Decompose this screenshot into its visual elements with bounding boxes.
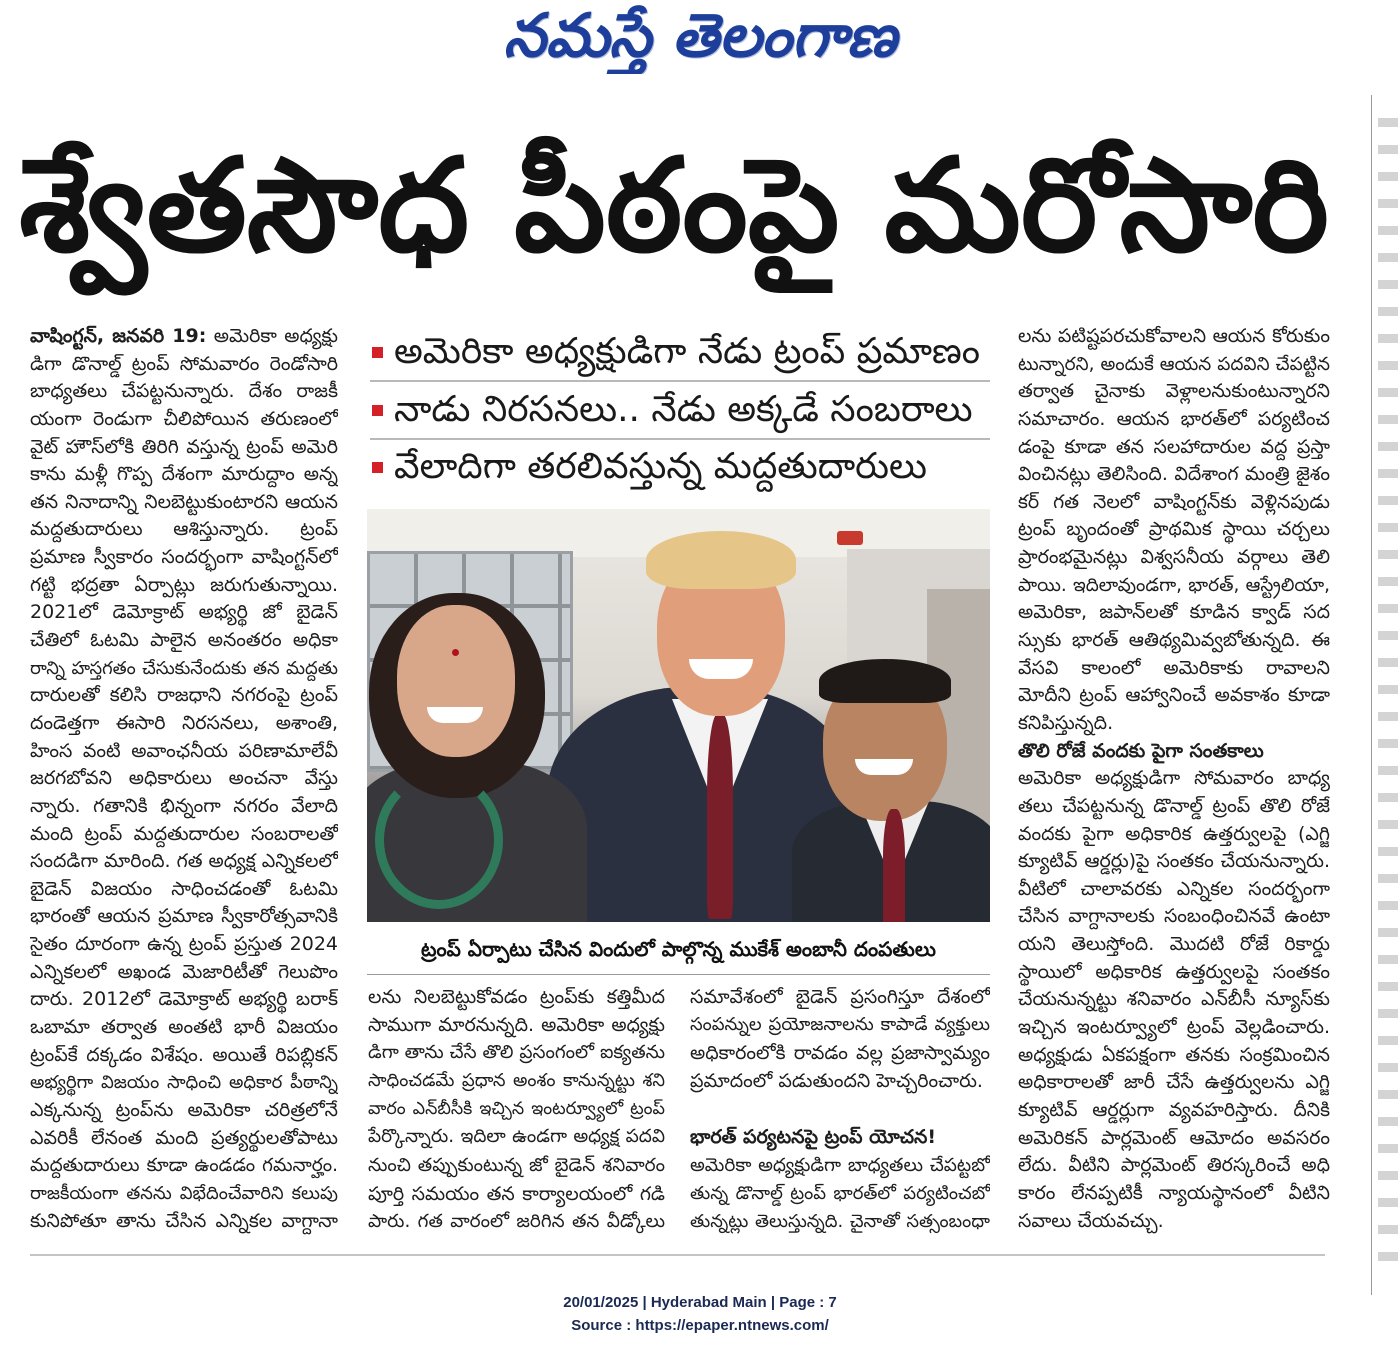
photo-center-person-smile [689, 659, 753, 679]
text-line: లేదు. వీటిని పార్లమెంట్ తిరస్కరించే అధి [1018, 1154, 1330, 1177]
highlight-item [370, 327, 990, 377]
text-line: తర్వాత చైనాకు వెళ్లాలనుకుంటున్నారని [1018, 380, 1330, 403]
text-line: సమాచారం. ఆయన భారత్‌లో పర్యటించ [1018, 407, 1330, 430]
divider [367, 974, 990, 975]
photo-right-person-tie [883, 809, 905, 922]
text-line: దండెత్తగా ఈసారి నిరసనలు, అశాంతి, [30, 711, 338, 734]
masthead-title: నమస్తే తెలంగాణ [503, 1, 897, 71]
paragraph-gap [690, 1095, 990, 1123]
text-line: ట్రంప్‌కే దక్కడం విశేషం. అయితే రిపబ్లికన్ [30, 1043, 338, 1066]
text-line: యంగా రెండుగా చీలిపోయిన తరుణంలో [30, 407, 338, 430]
photo-center-person-hair [646, 531, 796, 589]
article-column-2 [368, 983, 665, 1236]
text-line: అమెరికన్ పార్లమెంట్ ఆమోదం అవసరం [1018, 1126, 1330, 1149]
text-line: పారు. గత వారంలో జరిగిన తన వీడ్కోలు [368, 1210, 665, 1232]
text-line: మంది ట్రంప్ మద్దతుదారుల సంబరాలతో [30, 822, 338, 845]
text-line: కనిపిస్తున్నది. [1018, 711, 1114, 734]
text-line: అధ్యక్షుడు ఏకపక్షంగా తనకు సంక్రమించిన [1018, 1043, 1330, 1066]
footer-source: Source : https://epaper.ntnews.com/ [571, 1317, 829, 1334]
text-line: అమెరికా అధ్యక్షుడిగా బాధ్యతలు చేపట్టబో [690, 1154, 990, 1176]
column-body [1018, 765, 1330, 1235]
photo-left-person-necklace [375, 771, 503, 909]
text-line: స్సుకు భారత్ ఆతిథ్యమివ్వబోతున్నది. ఈ [1018, 629, 1330, 652]
text-line: సాధించడమే ప్రధాన అంశం కానున్నట్టు శని [368, 1070, 665, 1092]
text-line: వందకు పైగా అధికారిక ఉత్తర్వులపై (ఎగ్జి [1018, 822, 1330, 845]
text-line: న్నారు. గతానికి భిన్నంగా నగరం వేలాది [30, 794, 338, 817]
column-body [690, 983, 990, 1095]
highlight-text: నాడు నిరసనలు.. నేడు అక్కడే సంబరాలు [394, 389, 973, 430]
text-line: సవాలు చేయవచ్చు. [1018, 1209, 1164, 1232]
article-column-1 [30, 323, 338, 1235]
text-line: క్యూటివ్ ఆర్డర్లుగా వ్యవహరిస్తారు. దీనికి [1018, 1098, 1330, 1121]
text-line: సందడిగా మారింది. గత అధ్యక్ష ఎన్నికలలో [30, 850, 338, 873]
text-line: దారు. 2012లో డెమోక్రాట్ అభ్యర్థి బరాక్ [30, 988, 338, 1011]
text-line: అభ్యర్థిగా విజయం సాధించి అధికార పీఠాన్ని [30, 1072, 338, 1094]
highlight-text: అమెరికా అధ్యక్షుడిగా నేడు ట్రంప్ ప్రమాణం [394, 331, 980, 372]
highlight-item [370, 442, 990, 492]
text-line: రాజకీయంగా తనను విభేదించేవారిని కలుపు [30, 1182, 338, 1204]
text-line: కాను మళ్లీ గొప్ప దేశంగా మారుద్దాం అన్న [30, 463, 338, 486]
bottom-divider [30, 1254, 1325, 1256]
text-line: ఎన్నికలలో అఖండ మెజారిటీతో గెలుపొం [30, 960, 338, 983]
footer-edition: 20/01/2025 | Hyderabad Main | Page : 7 [563, 1294, 837, 1311]
text-line: రాన్ని హస్తగతం చేసుకునేందుకు తన మద్దతు [30, 657, 338, 679]
text-line: మోదీని ట్రంప్ ఆహ్వానించే అవకాశం కూడా [1018, 684, 1330, 707]
text-line: డంపై కూడా తన సలహాదారుల వద్ద ప్రస్తా [1018, 435, 1330, 458]
text-line: వారం ఎన్‌బీసీకి ఇచ్చిన ఇంటర్వ్యూలో ట్రంప్ [368, 1099, 665, 1120]
text-line: వేసవి కాలంలో అమెరికాకు రావాలని [1018, 656, 1330, 679]
column-body [368, 983, 665, 1236]
divider [370, 438, 990, 440]
photo-right-person-hair [819, 659, 951, 703]
photo-left-person-bindi [452, 649, 459, 656]
photo-center-person-tie [707, 714, 733, 919]
text-line: అమెరికా అధ్యక్షుడిగా సోమవారం బాధ్య [1018, 767, 1330, 790]
text-line: తన నినాదాన్ని నిలబెట్టుకుంటారని ఆయన [30, 490, 338, 513]
text-line-rest: అమెరికా అధ్యక్షు [213, 325, 338, 347]
text-line: సైతం దూరంగా ఉన్న ట్రంప్ ప్రస్తుత 2024 [30, 933, 338, 956]
text-line: చేసిన వాగ్దానాలకు సంబంధించినవే ఉంటా [1018, 905, 1330, 928]
text-line: లను పటిష్టపరచుకోవాలని ఆయన కోరుకుం [1018, 325, 1330, 347]
text-line: ఇచ్చిన ఇంటర్వ్యూలో ట్రంప్ వెల్లడించారు. [1018, 1016, 1330, 1039]
bullet-square-icon [372, 405, 383, 416]
page-edge-line [1371, 95, 1372, 1295]
text-line: కునిపోతూ తాను చేసిన ఎన్నికల వాగ్దానా [30, 1209, 338, 1232]
text-line: గట్టి భద్రతా ఏర్పాట్లు జరుగుతున్నాయి. [30, 573, 338, 596]
text-line: కర్ గత నెలలో వాషింగ్టన్‌కు వెళ్లినపుడు [1018, 490, 1330, 513]
text-line: భారంతో ఆయన ప్రమాణ స్వీకారోత్సవానికి [30, 905, 338, 928]
photo-caption: ట్రంప్ ఏర్పాటు చేసిన విందులో పాల్గొన్న ముకేశ్ అంబానీ దంపతులు [421, 937, 936, 961]
text-line: యని తెలుస్తోంది. మొదటి రోజే రికార్డు [1018, 933, 1330, 956]
text-line: పేర్కొన్నారు. ఇదిలా ఉండగా అధ్యక్ష పదవి [368, 1126, 665, 1148]
text-line: లను నిలబెట్టుకోవడం ట్రంప్‌కు కత్తిమీద [368, 986, 665, 1008]
text-line: నుంచి తప్పుకుంటున్న జో బైడెన్ శనివారం [368, 1154, 665, 1176]
dateline: వాషింగ్టన్, జనవరి 19: [30, 325, 207, 347]
text-line: అమెరికా, జపాన్‌లతో కూడిన క్వాడ్ సద [1018, 601, 1330, 624]
text-line: అధికారంలోకి రావడం వల్ల ప్రజాస్వామ్యం [690, 1042, 990, 1065]
text-line: మద్దతుదారులు ఆశిస్తున్నారు. ట్రంప్ [30, 518, 338, 541]
headline: శ్వేతసౌధ పీఠంపై మరోసారి [19, 131, 1329, 281]
text-line: స్థాయిలో అధికారిక ఉత్తర్వులపై సంతకం [1018, 960, 1330, 983]
text-line: పూర్తి సమయం తన కార్యాలయంలో గడి [368, 1182, 665, 1205]
text-line: ప్రమాదంలో పడుతుందని హెచ్చరించారు. [690, 1070, 983, 1093]
text-line: బాధ్యతలు చేపట్టనున్నారు. దేశం రాజకీ [30, 380, 338, 403]
photo-left-person-smile [427, 707, 483, 723]
text-line: పాయి. ఇదిలావుండగా, భారత్, ఆస్ట్రేలియా, [1018, 574, 1330, 596]
bullet-square-icon [372, 347, 383, 358]
text-line: డిగా డొనాల్డ్ ట్రంప్ సోమవారం రెండోసారి [30, 352, 338, 375]
column-subhead: తొలి రోజే వందకు పైగా సంతకాలు [1018, 739, 1264, 762]
text-line: సాముగా మారనున్నది. అమెరికా అధ్యక్షు [368, 1014, 665, 1037]
photo-exit-sign [837, 531, 863, 545]
column-body [30, 351, 338, 1236]
text-line: డిగా తాను చేసే తొలి ప్రసంగంలో ఐక్యతను [368, 1042, 665, 1064]
divider [370, 380, 990, 382]
text-line: అధికారాలతో జారీ చేసే ఉత్తర్వులను ఎగ్జి [1018, 1071, 1330, 1094]
column-body [1018, 323, 1330, 738]
text-line: వైట్ హౌస్‌లోకి తిరిగి వస్తున్న ట్రంప్ అమెరి [30, 435, 338, 458]
text-line: టున్నారని, అందుకే ఆయన పదవిని చేపట్టిన [1018, 353, 1330, 375]
text-line: ఎవరికీ లేనంత మంది ప్రత్యర్థులతోపాటు [30, 1126, 338, 1149]
text-line: ప్రారంభమైనట్లు విశ్వసనీయ వర్గాలు తెలి [1018, 546, 1330, 569]
bullet-square-icon [372, 462, 383, 473]
photo-left-person-face [397, 605, 515, 757]
text-line: ప్రమాణ స్వీకారం సందర్భంగా వాషింగ్టన్‌లో [30, 546, 338, 569]
text-line: కారం లేనప్పటికీ న్యాయస్థానంలో వీటిని [1018, 1181, 1330, 1204]
highlight-item [370, 385, 990, 435]
text-line: చేతిలో ఓటమి పాలైన అనంతరం అధికా [30, 629, 338, 652]
text-line: బైడెన్ విజయం సాధించడంతో ఓటమి [30, 877, 338, 900]
highlight-text: వేలాదిగా తరలివస్తున్న మద్దతుదారులు [394, 446, 927, 487]
column-subhead: భారత్ పర్యటనపై ట్రంప్ యోచన! [690, 1126, 937, 1149]
text-line: తున్నట్లు తెలుస్తున్నది. చైనాతో సత్సంబంధా [690, 1210, 990, 1232]
text-line: ఎక్కనున్న ట్రంప్‌ను అమెరికా చరిత్రలోనే [30, 1098, 338, 1121]
text-line: మద్దతుదారులు కూడా ఉండడం గమనార్హం. [30, 1155, 338, 1177]
text-line: దారులతో కలిసి రాజధాని నగరంపై ట్రంప్ [30, 684, 338, 707]
news-photo [367, 509, 990, 922]
text-line: సంపన్నుల ప్రయోజనాలను కాపాడే వ్యక్తులు [690, 1014, 990, 1036]
text-line: తున్న డొనాల్డ్ ట్రంప్ భారత్‌లో పర్యటించబో [690, 1182, 990, 1204]
column-body [690, 1152, 990, 1236]
article-column-3 [690, 983, 990, 1236]
text-line: వీటిలో చాలావరకు ఎన్నికల సందర్భంగా [1018, 877, 1330, 900]
text-line: జరగబోవని అధికారులు అంచనా వేస్తు [30, 767, 338, 790]
text-line: వించినట్లు తెలిసింది. విదేశాంగ మంత్రి జైశం [1018, 463, 1330, 486]
text-line: ట్రంప్ బృందంతో ప్రాథమిక స్థాయి చర్చలు [1018, 518, 1330, 541]
photo-right-person-smile [855, 759, 913, 775]
text-line [30, 323, 338, 351]
text-line: 2021లో డెమోక్రాట్ అభ్యర్థి జో బైడెన్ [30, 601, 338, 624]
adjacent-page-edge [1378, 118, 1398, 1278]
text-line: హింస వంటి అవాంఛనీయ పరిణామాలేవీ [30, 739, 338, 762]
article-column-4 [1018, 323, 1330, 1235]
text-line: ఒబామా తర్వాత అంతటి భారీ విజయం [30, 1016, 338, 1039]
text-line: క్యూటివ్ ఆర్డర్లు)పై సంతకం చేయనున్నారు. [1018, 850, 1330, 873]
text-line: సమావేశంలో బైడెన్ ప్రసంగిస్తూ దేశంలో [690, 986, 990, 1008]
text-line: చేయనున్నట్టు శనివారం ఎన్‌బీసీ న్యూస్‌కు [1018, 988, 1330, 1011]
text-line: తలు చేపట్టనున్న డొనాల్డ్ ట్రంప్ తొలి రోజే [1018, 794, 1330, 817]
